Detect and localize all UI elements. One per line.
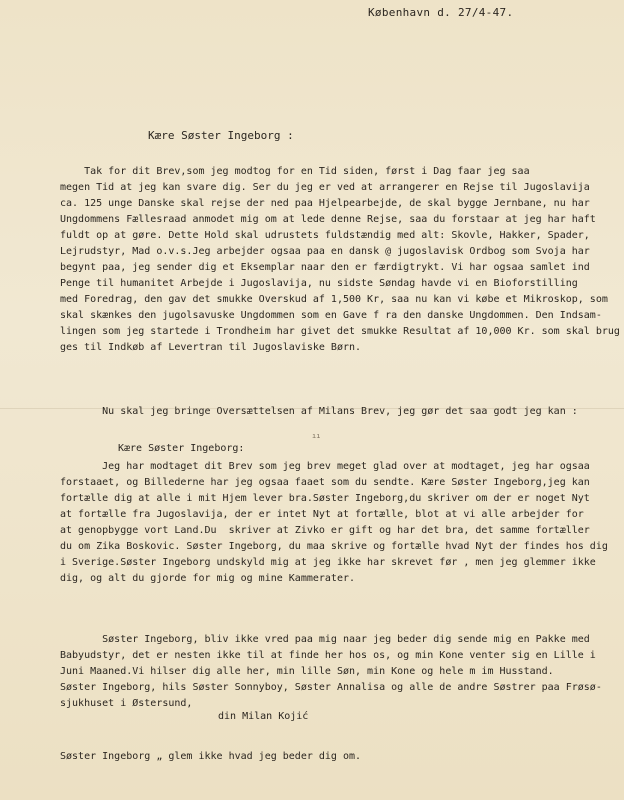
quoted-letter-greeting: Kære Søster Ingeborg:	[118, 443, 245, 454]
signature: din Milan Kojić	[218, 711, 309, 722]
paragraph-1: Tak for dit Brev,som jeg modtog for en Tid siden, først i Dag faar jeg saa megen Tid at jeg kan svare dig. Ser du jeg er ved at arrangerer en Rejse til Jugoslavija ca. 125 unge Danske skal rejse der ned paa Hjelpearbejde, de skal bygge Jernbane, nu har Ungdommens Fællesraad anmodet mig om at lede denne Rejse, saa du forstaar at jeg har haft fuldt op at gøre. Dette Hold skal udrustets fuldstændig med alt: Skovle, Hakker, Spader, Lejrudstyr, Mad o.v.s.Jeg arbejder ogsaa paa en dansk @ jugoslavisk Ordbog som Svoja har begynt paa, jeg sender dig et Eksemplar naar den er færdigtrykt. Vi har ogsaa samlet ind Penge til humanitet Arbejde i Jugoslavija, nu sidste Søndag havde vi en Bioforstilling med Foredrag, den gav det smukke Overskud af 1,500 Kr, saa nu kan vi købe et Mikroskop, som skal skænkes den jugolsavuske Ungdommen som en Gave f ra den danske Ungdommen. Den Indsam- lingen som jeg startede i Trondheim har givet det smukke Resultat af 10,000 Kr. som skal brug ges til Indkøb af Levertran til Jugoslaviske Børn.	[60, 166, 620, 353]
stray-mark: ıı	[312, 432, 321, 440]
paragraph-2: Nu skal jeg bringe Oversættelsen af Milans Brev, jeg gør det saa godt jeg kan :	[60, 406, 578, 417]
letter-greeting: Kære Søster Ingeborg :	[148, 129, 294, 142]
paragraph-4: Søster Ingeborg, bliv ikke vred paa mig naar jeg beder dig sende mig en Pakke med Babyudstyr, det er nesten ikke til at finde her hos os, og min Kone venter sig en Lille i Juni Maaned.Vi hilser dig alle her, min lille Søn, min Kone og hele m im Husstand. Søster Ingeborg, hils Søster Sonnyboy, Søster Annalisa og alle de andre Søstrer paa Frøsø- sjukhuset i Østersund,	[60, 634, 602, 709]
letter-date: København d. 27/4-47.	[368, 6, 514, 19]
paragraph-3: Jeg har modtaget dit Brev som jeg brev meget glad over at modtaget, jeg har ogsaa forstaaet, og Billederne har jeg ogsaa faaet som du sendte. Kære Søster Ingeborg,jeg kan fortælle dig at alle i mit Hjem lever bra.Søster Ingeborg,du skriver om der er noget Nyt at fortælle fra Jugoslavija, der er intet Nyt at fortælle, blot at vi alle arbejder for at genopbygge vort Land.Du skriver at Zivko er gift og har det bra, det samme fortæller du om Zika Boskovic. Søster Ingeborg, du maa skrive og fortælle hvad Nyt der findes hos dig i Sverige.Søster Ingeborg undskyld mig at jeg ikke har skrevet før , men jeg glemmer ikke dig, og alt du gjorde for mig og mine Kammerater.	[60, 461, 608, 584]
postscript: Søster Ingeborg „ glem ikke hvad jeg beder dig om.	[60, 751, 362, 762]
